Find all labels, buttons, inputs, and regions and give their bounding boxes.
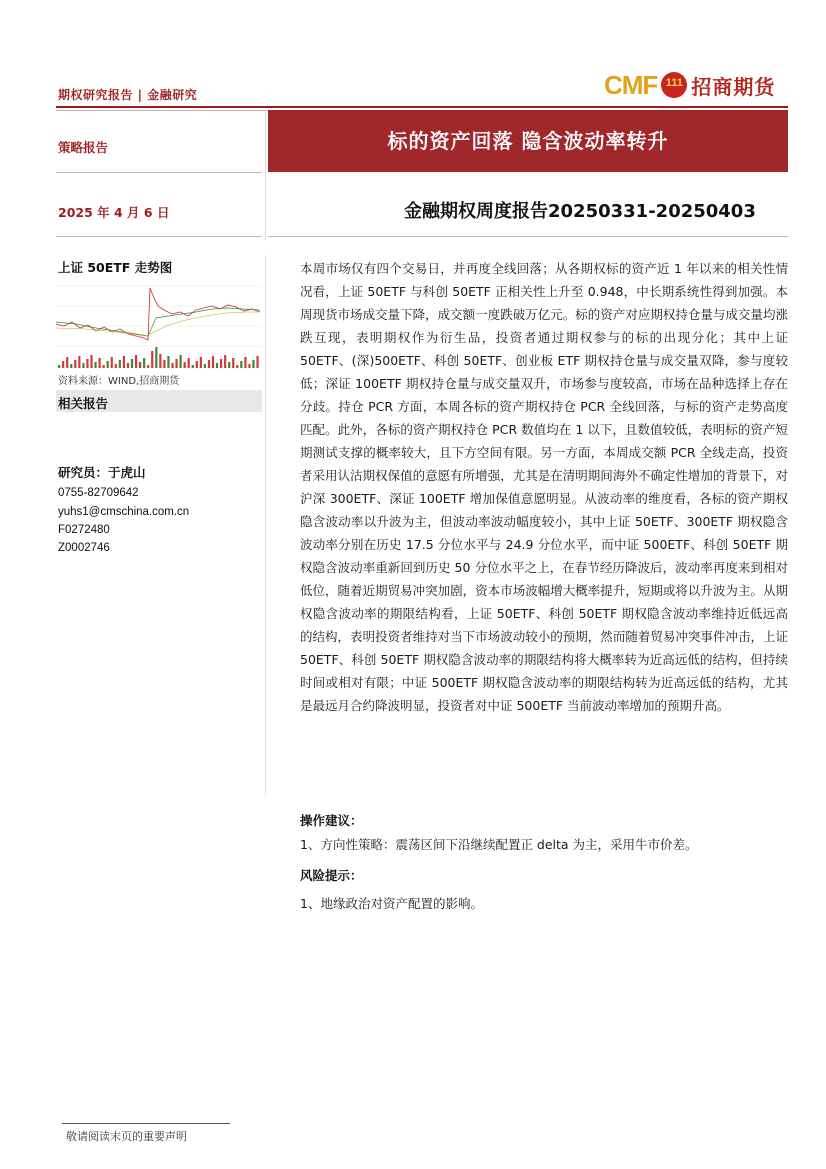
- volume-bar: [74, 360, 76, 368]
- volume-bar: [151, 351, 153, 368]
- volume-bar: [188, 358, 190, 368]
- volume-bar: [115, 364, 117, 368]
- volume-bar: [252, 360, 254, 368]
- column-separator: [265, 110, 266, 240]
- chart-title: 上证 50ETF 走势图: [58, 260, 173, 275]
- volume-bar: [147, 365, 149, 368]
- footer-disclaimer-note: 敬请阅读末页的重要声明: [66, 1130, 187, 1143]
- logo-mark-icon: [661, 72, 687, 98]
- volume-bar: [139, 362, 141, 368]
- risk-warning-heading: 风险提示：: [300, 868, 363, 883]
- volume-bar: [70, 364, 72, 368]
- analyst-email: yuhs1@cmschina.com.cn: [58, 506, 190, 518]
- moving-average-line-2: [56, 312, 260, 336]
- analyst-phone: 0755-82709642: [58, 487, 139, 499]
- volume-bar: [99, 358, 101, 368]
- volume-bar: [94, 362, 96, 368]
- risk-warning-item: 1、地缘政治对资产配置的影响。: [300, 896, 483, 911]
- chart-source: 资料来源：WIND,招商期货: [58, 376, 180, 387]
- left-divider: [56, 236, 262, 237]
- volume-bar: [58, 365, 60, 368]
- volume-bar: [127, 363, 129, 368]
- left-divider: [56, 172, 262, 173]
- report-title: 金融期权周度报告20250331-20250403: [404, 201, 756, 222]
- volume-bar: [224, 355, 226, 368]
- volume-bar: [216, 363, 218, 368]
- moving-average-line: [56, 308, 260, 336]
- logo-company-name: 招商期货: [691, 74, 776, 99]
- breadcrumb: 期权研究报告 | 金融研究: [58, 88, 198, 102]
- volume-bar: [78, 356, 80, 368]
- volume-bar: [212, 356, 214, 368]
- volume-bar: [123, 356, 125, 368]
- volume-bar: [86, 359, 88, 368]
- volume-bar: [90, 355, 92, 368]
- volume-bar: [103, 365, 105, 368]
- volume-bar: [256, 356, 258, 368]
- analyst-name: 研究员：于虎山: [58, 465, 146, 480]
- column-separator: [265, 255, 266, 795]
- volume-bar: [155, 347, 157, 368]
- volume-bars: [58, 347, 259, 368]
- volume-bar: [159, 354, 161, 368]
- volume-bar: [171, 363, 173, 368]
- price-chart: [56, 276, 262, 370]
- price-line: [56, 288, 260, 340]
- operation-advice-heading: 操作建议：: [300, 813, 363, 828]
- volume-bar: [184, 362, 186, 368]
- volume-bar: [111, 357, 113, 368]
- title-divider: [268, 236, 788, 237]
- company-logo: [604, 70, 775, 100]
- volume-bar: [208, 360, 210, 368]
- volume-bar: [62, 361, 64, 368]
- report-category: 策略报告: [58, 140, 109, 155]
- volume-bar: [180, 355, 182, 368]
- header-divider: [56, 106, 788, 108]
- volume-bar: [143, 358, 145, 368]
- footer-divider: [62, 1123, 230, 1124]
- logo-cmf-text: CMF: [604, 69, 658, 100]
- volume-bar: [119, 360, 121, 368]
- analyst-license-z: Z0002746: [58, 542, 110, 554]
- volume-bar: [228, 362, 230, 368]
- volume-bar: [240, 361, 242, 368]
- volume-bar: [196, 361, 198, 368]
- related-reports-label: 相关报告: [58, 396, 109, 411]
- volume-bar: [163, 360, 165, 368]
- volume-bar: [175, 359, 177, 368]
- volume-bar: [167, 356, 169, 368]
- volume-bar: [248, 364, 250, 368]
- volume-bar: [200, 357, 202, 368]
- volume-bar: [135, 355, 137, 368]
- report-date: 2025 年 4 月 6 日: [58, 205, 170, 220]
- volume-bar: [66, 357, 68, 368]
- volume-bar: [236, 365, 238, 368]
- volume-bar: [220, 359, 222, 368]
- volume-bar: [204, 364, 206, 368]
- volume-bar: [192, 365, 194, 368]
- volume-bar: [82, 363, 84, 368]
- volume-bar: [244, 357, 246, 368]
- volume-bar: [107, 361, 109, 368]
- banner-title: 标的资产回落 隐含波动率转升: [387, 129, 669, 153]
- logo-mark-text: 111: [665, 77, 683, 89]
- analyst-license-f: F0272480: [58, 524, 110, 536]
- summary-paragraph: 本周市场仅有四个交易日，并再度全线回落；从各期权标的资产近 1 年以来的相关性情况看，上证 50ETF 与科创 50ETF 正相关性上升至 0.948，中长期系统性得到加强。本周现货市场成交量下降，成交额一度跌破万亿元。标的资产对应期权持仓量与成交量均涨跌互现，表明期权作为衍生品，投资者通过期权参与的标的出现分化；其中上证 50ETF、(深)500ETF、科创 50ETF、创业板 ETF 期权持仓量与成交量双降，参与度较低；深证 100ETF 期权持仓量与成交量双升，市场参与度较高，市场在品种选择上存在分歧。持仓 PCR 方面，本周各标的资产期权持仓 PCR 全线回落，与标的资产走势高度匹配。此外，各标的资产期权持仓 PCR 数值均在 1 以下，且数值较低，表明标的资产短期测试支撑的概率较大，且下方空间有限。另一方面，本周成交额 PCR 全线走高，投资者采用认沽期权保值的意愿有所增强，尤其是在清明期间海外不确定性增加的背景下，对沪深 300ETF、深证 100ETF 增加保值意愿明显。从波动率的维度看，各标的资产期权隐含波动率以升波为主，但波动率波动幅度较小，其中上证 50ETF、300ETF 期权隐含波动率分别在历史 17.5 分位水平与 24.9 分位水平，而中证 500ETF、科创 50ETF 期权隐含波动率重新回到历史 50 分位水平之上，在春节经历降波后，波动率再度来到相对低位，随着近期贸易冲突加剧，资本市场波幅增大概率提升，短期或将以升波为主。从期权隐含波动率的期限结构看，上证 50ETF、科创 50ETF 期权隐含波动率维持近低远高的结构，表明投资者维持对当下市场波动较小的预期，然而随着贸易冲突事件冲击，上证 50ETF、科创 50ETF 期权隐含波动率的期限结构将大概率转为近高远低的结构，但持续时间或相对有限；中证 500ETF 期权隐含波动率的期限结构转为近高远低的结构，尤其是最远月合约降波明显，投资者对中证 500ETF 当前波动率增加的预期升高。: [300, 261, 788, 713]
- volume-bar: [232, 358, 234, 368]
- volume-bar: [131, 359, 133, 368]
- operation-advice-item: 1、方向性策略：震荡区间下沿继续配置正 delta 为主，采用牛市价差。: [300, 837, 698, 852]
